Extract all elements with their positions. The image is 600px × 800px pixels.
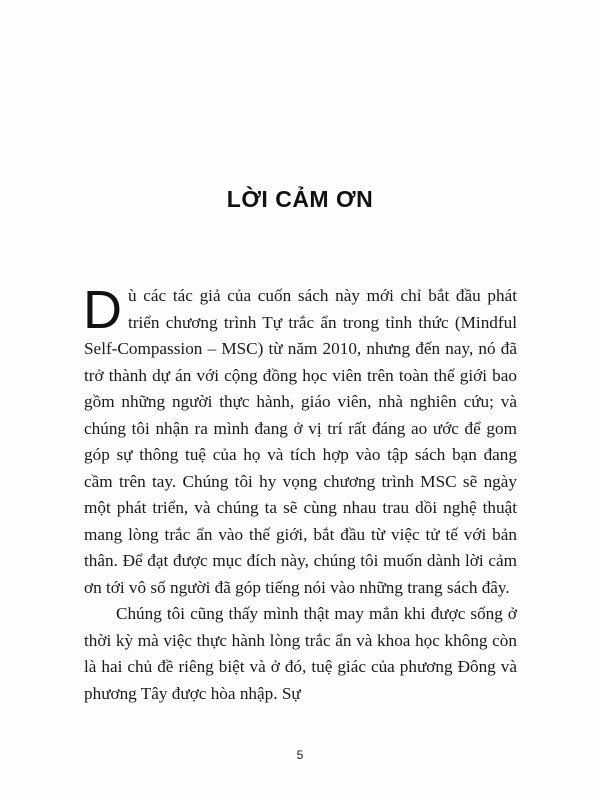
page-number: 5: [296, 748, 304, 762]
paragraph-1-text: ù các tác giả của cuốn sách này mới chỉ bắt đầu phát triển chương trình Tự trắc ẩn trong tỉnh thức (Mindful Self-Compassion – MSC) từ năm 2010, nhưng đến nay, nó đã trở thành dự án với cộng đồng học viên trên toàn thế giới bao gồm những người thực hành, giáo viên, nhà nghiên cứu; và chúng tôi nhận ra mình đang ở vị trí rất đáng ao ước để gom góp sự thông tuệ của họ và tích hợp vào tập sách bạn đang cầm trên tay. Chúng tôi hy vọng chương trình MSC sẽ ngày một phát triển, và chúng ta sẽ cùng nhau trau dồi nghệ thuật mang lòng trắc ẩn vào thế giới, bắt đầu từ việc tử tế với bản thân. Để đạt được mục đích này, chúng tôi muốn dành lời cảm ơn tới vô số người đã góp tiếng nói vào những trang sách đây.: [84, 286, 517, 597]
paragraph-2: Chúng tôi cũng thấy mình thật may mắn khi được sống ở thời kỳ mà việc thực hành lòng trắc ẩn và khoa học không còn là hai chủ đề riêng biệt và ở đó, tuệ giác của phương Đông và phương Tây được hòa nhập. Sự: [84, 604, 517, 703]
chapter-title: LỜI CẢM ƠN: [226, 186, 374, 212]
body-text: [83, 280, 517, 707]
drop-cap: D: [83, 280, 122, 340]
paragraph-1: [83, 280, 517, 601]
